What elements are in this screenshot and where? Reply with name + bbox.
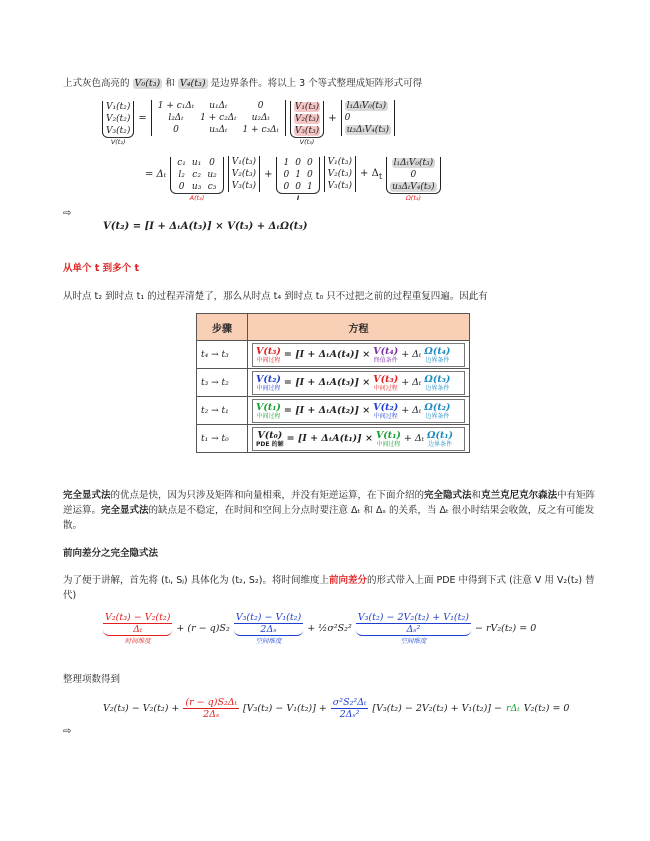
boundary-v4: V₄(t₃) <box>179 78 206 89</box>
matrix-i: 1 0 0 0 1 0 0 0 1 <box>276 157 319 194</box>
heading-implicit: 前向差分之完全隐式法 <box>63 548 159 559</box>
table-row: t₁ → t₀ V(t₀) PDE 的解 = [I + ΔₜA(t₁)] × V(t₁) 中间过程 + Δₜ Ω(t₁) 边界条件 <box>197 425 470 453</box>
para-multi-t: 从时点 t₂ 到时点 t₁ 的过程弄清楚了，那么从时点 t₄ 到时点 t₀ 只不过把之前的过程重复四遍。因此有 <box>63 291 488 302</box>
vector-v-t3: V₁(t₃) V₂(t₃) V₃(t₃) <box>290 101 324 138</box>
table-row: t₃ → t₂ V(t₂) 中间过程 = [I + ΔₜA(t₃)] × V(t₃) 中间过程 + Δₜ Ω(t₃) 边界条件 <box>197 369 470 397</box>
intro-prefix: 上式灰色高亮的 <box>63 78 130 89</box>
pde-equation: V₂(t₃) − V₂(t₂) Δₜ 时间维度 + (r − q)S₂ V₃(t₂) − V₁(t₂) 2Δₛ 空间维度 + ½σ²S₂² V₃(t₂) − 2V₂(t₂) + V₁(t₂) Δₛ² 空间维度 − rV₂(t₂) = 0 <box>105 612 537 645</box>
vector-v-t2: V₁(t₂) V₂(t₂) V₃(t₂) <box>102 101 134 138</box>
label-v-t2: V(t₂) <box>110 137 126 146</box>
matrix-equation-2: = Δₜ c₁ u₁ 0 l₂ c₂ u₂ 0 u₃ c₃ A(t₃) V₁(t₃) V₂(t₃) V₃(t₃) + 1 0 0 0 1 0 0 0 1 I V₁(t₃) V₂(t₃) V₃(t₃) + $\Delta_t$ l₁ΔₜV₀(t₃) 0 u₃ΔₜV₄(t₃) Ω(t₃) <box>145 156 441 202</box>
table-row: t₂ → t₁ V(t₁) 中间过程 = [I + ΔₜA(t₂)] × V(t₂) 中间过程 + Δₜ Ω(t₂) 边界条件 <box>197 397 470 425</box>
step-cell: t₃ → t₂ <box>197 369 248 397</box>
label-omega: Ω(t₃) <box>405 193 422 202</box>
vector-v-t3-b: V₁(t₃) V₂(t₃) V₃(t₃) <box>228 156 260 192</box>
arrow-icon: ⇨ <box>63 208 72 219</box>
step-cell: t₁ → t₀ <box>197 425 248 453</box>
arrow-icon: ⇨ <box>63 726 72 737</box>
matrix-equation-1: V₁(t₂) V₂(t₂) V₃(t₂) V(t₂) = 1 + c₁Δₜ u₁Δₜ 0 l₂Δₜ 1 + c₂Δₜ u₂Δₜ 0 u₃Δₜ 1 + c₃Δₜ V₁(t₃) V₂(t₃) V₃(t₃) V(t₃) + l₁ΔₜV₀(t₃) 0 u₃ΔₜV₄(t₃) <box>102 100 395 146</box>
heading-multi-t: 从单个 t 到多个 t <box>63 263 140 274</box>
matrix-a: c₁ u₁ 0 l₂ c₂ u₂ 0 u₃ c₃ <box>170 157 223 194</box>
label-a-t3: A(t₃) <box>189 193 205 202</box>
table-row: t₄ → t₃ V(t₃) 中间过程 = [I + ΔₜA(t₄)] × V(t₄) 终值条件 + Δₜ Ω(t₄) 边界条件 <box>197 341 470 369</box>
label-v-t3: V(t₃) <box>299 137 315 146</box>
vector-omega: l₁ΔₜV₀(t₃) 0 u₃ΔₜV₄(t₃) <box>386 157 440 194</box>
para-rearrange: 整理项数得到 <box>63 674 121 685</box>
intro-suffix: 是边界条件。将以上 3 个等式整理成矩阵形式可得 <box>210 78 423 89</box>
matrix-m1: 1 + c₁Δₜ u₁Δₜ 0 l₂Δₜ 1 + c₂Δₜ u₂Δₜ 0 u₃Δₜ 1 + c₃Δₜ <box>151 100 286 136</box>
header-step: 步骤 <box>197 314 248 341</box>
label-space-dimension-2: 空间维度 <box>400 637 427 645</box>
step-cell: t₄ → t₃ <box>197 341 248 369</box>
final-equation: V₂(t₃) − V₂(t₂) + $\frac{\text{(r − q)S₂Δₜ}}{\text{2Δₛ}}$ [V₃(t₂) − V₁(t₂)] + $\frac{\text{σ²S₂²Δₜ}}{\text{2Δₛ²}}$ [V₃(t₂) − 2V₂(t₂) + V₁(t₂)] − rΔₜ V₂(t₂) = 0 <box>103 697 570 720</box>
vector-v-t3-c: V₁(t₃) V₂(t₃) V₃(t₃) <box>324 156 356 192</box>
intro-line <box>63 76 603 91</box>
label-space-dimension: 空间维度 <box>255 637 282 645</box>
para-explicit: 完全显式法的优点是快，因为只涉及矩阵和向量相乘，并没有矩逆运算，在下面介绍的完全隐式法和克兰克尼克尔森法中有矩阵逆运算。完全显式法的缺点是不稳定，在时间和空间上分点时要注意 Δₜ 和 Δₛ 的关系，当 Δₜ 很小时结果会收敛，反之有可能发散。 <box>63 490 596 531</box>
intro-and: 和 <box>165 78 175 89</box>
para-implicit: 为了便于讲解，首先将 (tᵢ, Sⱼ) 具体化为 (t₂, S₂)。将时间维度上前向差分的形式带入上面 PDE 中得到下式 (注意 V 用 V₂(t₂) 替代) <box>63 575 595 601</box>
label-time-dimension: 时间维度 <box>124 637 151 645</box>
boundary-v0: V₀(t₃) <box>134 78 161 89</box>
header-equation: 方程 <box>248 314 470 341</box>
step-cell: t₂ → t₁ <box>197 397 248 425</box>
label-i: I <box>296 193 300 202</box>
steps-table <box>196 313 470 453</box>
result-equation: V(t₂) = [I + ΔₜA(t₃)] × V(t₃) + ΔₜΩ(t₃) <box>103 221 308 232</box>
vector-boundary: l₁ΔₜV₀(t₃) 0 u₃ΔₜV₄(t₃) <box>341 100 395 136</box>
